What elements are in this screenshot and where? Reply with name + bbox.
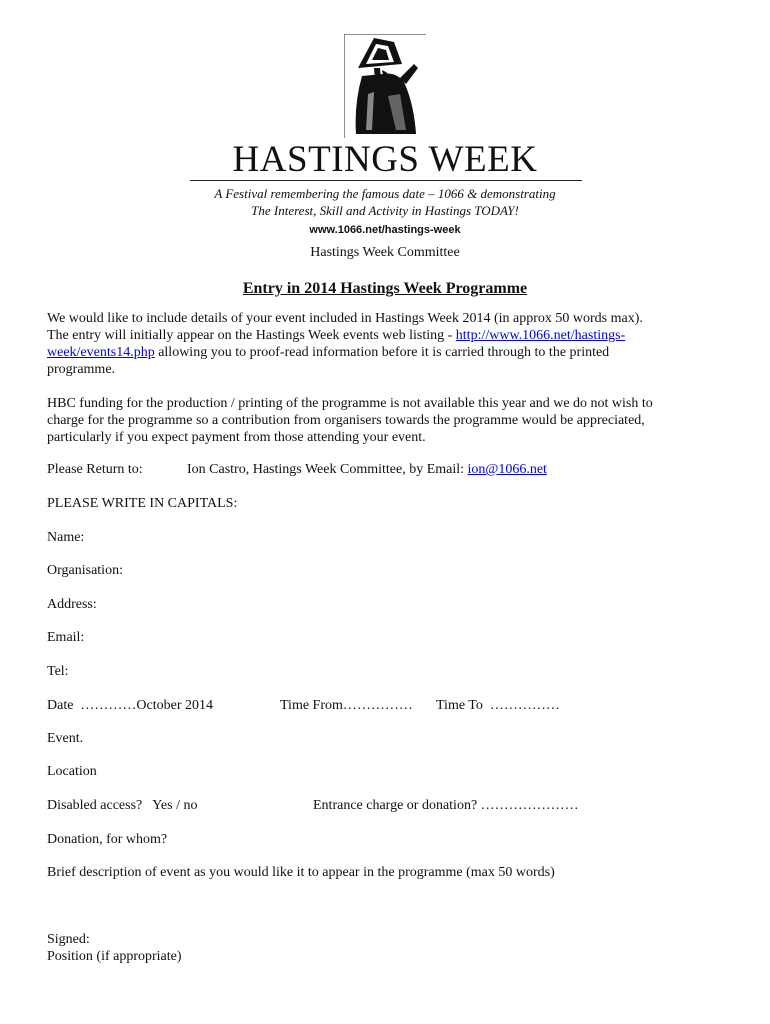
events-link-part-1[interactable]: http://www.1066.net/hastings-	[455, 328, 626, 343]
tagline-line-1: A Festival remembering the famous date – 1066 & demonstrating	[214, 186, 556, 201]
funding-line-3: particularly if you expect payment from those attending your event.	[47, 430, 426, 445]
intro-line-4: programme.	[47, 362, 116, 377]
name-field-label: Name:	[47, 530, 85, 545]
tagline-line-2: The Interest, Skill and Activity in Hastings TODAY!	[251, 203, 519, 218]
committee-name: Hastings Week Committee	[310, 245, 460, 260]
description-field-label: Brief description of event as you would like it to appear in the programme (max 50 words)	[47, 865, 555, 880]
donation-field-label: Donation, for whom?	[47, 832, 168, 847]
organisation-field-label: Organisation:	[47, 563, 123, 578]
capitals-note: PLEASE WRITE IN CAPITALS:	[47, 496, 238, 511]
form-heading: Entry in 2014 Hastings Week Programme	[242, 280, 528, 297]
intro-line-2	[47, 327, 737, 344]
website-address: www.1066.net/hastings-week	[309, 224, 461, 236]
position-field-label: Position (if appropriate)	[47, 949, 182, 964]
funding-line-1: HBC funding for the production / printing of the programme is not available this year and we do not wish to	[47, 396, 653, 411]
entrance-charge-field-label: Entrance charge or donation? …………………	[313, 798, 579, 813]
time-to-field-label: Time To ……………	[436, 698, 560, 713]
intro-line-1: We would like to include details of your event included in Hastings Week 2014 (in approx 50 words max).	[47, 311, 643, 326]
date-field-label: Date …………October 2014	[47, 698, 214, 713]
intro-line-3	[47, 344, 737, 361]
page-title: HASTINGS WEEK	[232, 139, 538, 180]
return-label: Please Return to:	[47, 462, 143, 477]
address-field-label: Address:	[47, 597, 97, 612]
disabled-access-field-label: Disabled access? Yes / no	[47, 798, 198, 813]
location-field-label: Location	[47, 764, 97, 779]
email-field-label: Email:	[47, 630, 85, 645]
intro-paragraph	[47, 310, 737, 378]
return-text: Ion Castro, Hastings Week Committee, by Email:	[187, 462, 468, 477]
events-link-part-2[interactable]: week/events14.php	[47, 345, 155, 360]
return-details	[187, 462, 547, 478]
time-from-field-label: Time From……………	[280, 698, 413, 713]
intro-line-3-text: allowing you to proof-read information before it is carried through to the printed	[154, 345, 610, 360]
event-field-label: Event.	[47, 731, 84, 746]
signed-field-label: Signed:	[47, 932, 90, 947]
funding-paragraph	[47, 395, 737, 446]
tel-field-label: Tel:	[47, 664, 69, 679]
hastings-warrior-helmet-icon	[344, 34, 426, 138]
intro-line-2-text: The entry will initially appear on the Hastings Week events web listing -	[47, 328, 456, 343]
return-email-link[interactable]: ion@1066.net	[467, 462, 547, 477]
title-underline	[190, 180, 582, 181]
funding-line-2: charge for the programme so a contribution from organisers towards the programme would be appreciated,	[47, 413, 645, 428]
